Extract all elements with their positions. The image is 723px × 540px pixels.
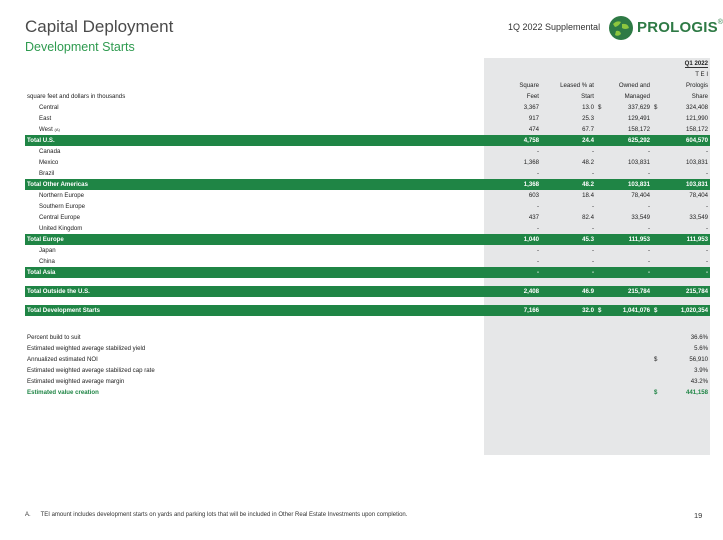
- table-row: Mexico 1,368 48.2 103,831 103,831: [39, 159, 709, 166]
- table-row: China - - - -: [39, 258, 709, 265]
- spacer-row: [25, 324, 710, 332]
- col-header-sqft-1: Square: [519, 82, 539, 89]
- table-row: Southern Europe - - - -: [39, 203, 709, 210]
- logo-wordmark: [637, 19, 723, 36]
- units-label: square feet and dollars in thousands: [27, 93, 126, 100]
- col-header-row-2: [25, 91, 710, 102]
- table-row: Japan - - - -: [39, 247, 709, 254]
- logo-text: PROLOGIS: [637, 19, 718, 36]
- total-row: Total Other Americas 1,368 48.2 103,831 103,831: [27, 181, 709, 188]
- col-header-owned-1: Owned and: [618, 82, 650, 89]
- spacer-row: [25, 297, 710, 305]
- spacer-row: [25, 316, 710, 324]
- page-number: 19: [694, 511, 703, 520]
- total-row: Total U.S. 4,758 24.4 625,292 604,570: [27, 137, 709, 144]
- table-row: West $^{(A)}$ 474 67.7 158,172 158,172: [39, 126, 709, 133]
- footnote-label: A.: [25, 512, 31, 518]
- page-subtitle: Development Starts: [25, 40, 135, 54]
- metric-row: Estimated weighted average stabilized yield 5.6%: [27, 345, 709, 352]
- col-header-prologis-2: Share: [691, 93, 709, 100]
- footnote-text: TEI amount includes development starts on yards and parking lots that will be included in Other Real Estate Investments upon completion.: [40, 512, 408, 518]
- total-row: Total Europe 1,040 45.3 111,953 111,953: [27, 236, 709, 243]
- period-header-row: [25, 58, 710, 69]
- period-label: Q1 2022: [684, 60, 709, 67]
- group-header-row: [25, 69, 710, 80]
- total-row: Total Asia - - - -: [27, 269, 709, 276]
- col-header-sqft-2: Feet: [526, 93, 539, 100]
- table-row: United Kingdom - - - -: [39, 225, 709, 232]
- metric-row: Estimated value creation $ 441,158: [27, 389, 709, 396]
- col-header-leased-2: Start: [581, 93, 594, 100]
- col-header-row-1: [25, 80, 710, 91]
- table-row: Central Europe 437 82.4 33,549 33,549: [39, 214, 709, 221]
- spacer-row: [25, 278, 710, 286]
- table-row: East 917 25.3 129,491 121,990: [39, 115, 709, 122]
- metric-row: Annualized estimated NOI $ 56,910: [27, 356, 709, 363]
- table-row: Central 3,367 13.0 $ 337,629 $ 324,408: [39, 104, 709, 111]
- tei-group-label: T E I: [695, 71, 709, 78]
- metric-row: Percent build to suit 36.6%: [27, 334, 709, 341]
- grand-total-row: Total Development Starts 7,166 32.0 $ 1,041,076 $ 1,020,354: [27, 307, 709, 314]
- total-row: Total Outside the U.S. 2,408 46.9 215,784 215,784: [27, 288, 709, 295]
- table-row: Canada - - - -: [39, 148, 709, 155]
- table-row: Brazil - - - -: [39, 170, 709, 177]
- footnote-marker: (A): [54, 127, 60, 132]
- prologis-logo: [608, 13, 723, 43]
- supplemental-label: 1Q 2022 Supplemental: [508, 22, 601, 32]
- col-header-leased-1: Leased % at: [560, 82, 594, 89]
- development-starts-table: [25, 58, 710, 398]
- table-row: Northern Europe 603 18.4 78,404 78,404: [39, 192, 709, 199]
- col-header-owned-2: Managed: [624, 93, 650, 100]
- page-title: Capital Deployment: [25, 17, 174, 36]
- metric-row: Estimated weighted average margin 43.2%: [27, 378, 709, 385]
- globe-icon: [608, 15, 634, 41]
- footnote: [25, 512, 407, 518]
- logo-registered-mark: ®: [717, 19, 723, 26]
- metric-row: Estimated weighted average stabilized cap rate 3.9%: [27, 367, 709, 374]
- col-header-prologis-1: Prologis: [686, 82, 709, 89]
